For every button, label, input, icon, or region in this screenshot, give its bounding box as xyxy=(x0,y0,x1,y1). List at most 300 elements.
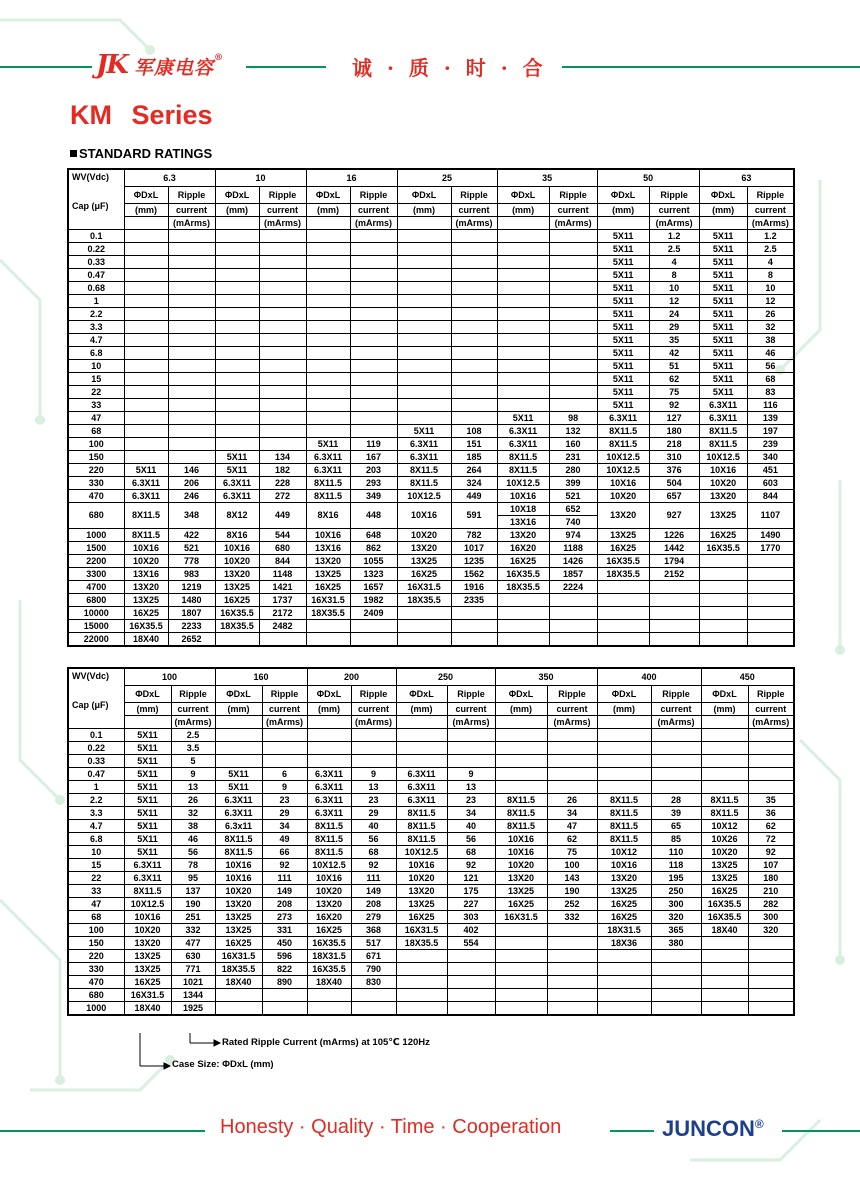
ripple-cell: 504 xyxy=(649,477,699,490)
case-size-cell: 6.3X11 xyxy=(396,781,447,794)
ripple-cell: 927 xyxy=(649,503,699,529)
ripple-cell: 46 xyxy=(171,833,215,846)
case-size-cell: 10X16 xyxy=(497,490,549,503)
case-size-cell: 18X31.5 xyxy=(597,924,651,937)
marms-header: (mArms) xyxy=(451,217,497,230)
case-size-cell: 13X25 xyxy=(495,885,547,898)
case-size-cell: 18X35.5 xyxy=(215,620,259,633)
case-size-cell: 6.3X11 xyxy=(699,399,747,412)
case-size-cell: 8X11.5 xyxy=(397,464,451,477)
ripple-cell: 38 xyxy=(171,820,215,833)
case-size-cell: 6.3X11 xyxy=(396,768,447,781)
ripple-header: Ripple xyxy=(549,187,597,204)
case-size-cell: 5X11 xyxy=(215,464,259,477)
ripple-cell: 310 xyxy=(649,451,699,464)
cap-cell: 0.22 xyxy=(68,243,124,256)
case-size-cell: 6.3x11 xyxy=(215,820,262,833)
cap-cell: 4700 xyxy=(68,581,124,594)
dxl-header: ΦDxL xyxy=(215,187,259,204)
case-size-cell: 16X25 xyxy=(397,568,451,581)
ripple-cell: 449 xyxy=(259,503,306,529)
case-size-cell: 5X11 xyxy=(215,781,262,794)
ripple-cell: 72 xyxy=(748,833,794,846)
case-size-cell: 5X11 xyxy=(597,308,649,321)
header-slogan: 诚 · 质 · 时 · 合 xyxy=(352,56,547,80)
ripple-cell: 68 xyxy=(747,373,794,386)
case-size-cell: 13X25 xyxy=(699,503,747,529)
ripple-cell: 890 xyxy=(262,976,307,989)
ripple-cell: 29 xyxy=(262,807,307,820)
mm-header: (mm) xyxy=(597,204,649,217)
ripple-cell: 28 xyxy=(651,794,701,807)
ripple-cell: 116 xyxy=(747,399,794,412)
cap-cell: 47 xyxy=(68,412,124,425)
case-size-cell: 18X35.5 xyxy=(397,594,451,607)
case-size-cell: 13X20 xyxy=(495,872,547,885)
ripple-header: Ripple xyxy=(259,187,306,204)
ripple-cell: 180 xyxy=(748,872,794,885)
case-size-cell: 13X25 xyxy=(701,859,748,872)
mm-header: (mm) xyxy=(124,703,171,716)
cap-cell: 1000 xyxy=(68,529,124,542)
case-size-cell: 6.3X11 xyxy=(397,451,451,464)
case-size-cell: 10X16 xyxy=(124,911,171,924)
section-title-text: STANDARD RATINGS xyxy=(79,146,213,161)
ripple-cell: 448 xyxy=(350,503,397,529)
mm-header: (mm) xyxy=(699,204,747,217)
ripple-cell: 197 xyxy=(747,425,794,438)
ripple-cell: 75 xyxy=(547,846,597,859)
ripple-cell: 1344 xyxy=(171,989,215,1002)
current-header: current xyxy=(447,703,495,716)
mm-header: (mm) xyxy=(396,703,447,716)
marms-header: (mArms) xyxy=(549,217,597,230)
dxl-header: ΦDxL xyxy=(701,686,748,703)
ripple-cell: 111 xyxy=(351,872,396,885)
ripple-cell: 185 xyxy=(451,451,497,464)
dxl-header: ΦDxL xyxy=(396,686,447,703)
ripple-header: Ripple xyxy=(262,686,307,703)
ripple-header: Ripple xyxy=(168,187,215,204)
ripple-cell: 1490 xyxy=(747,529,794,542)
cap-cell: 0.1 xyxy=(68,230,124,243)
case-size-cell: 13X25 xyxy=(215,911,262,924)
ripple-cell: 279 xyxy=(351,911,396,924)
case-size-cell: 13X25 xyxy=(597,885,651,898)
marms-header: (mArms) xyxy=(259,217,306,230)
ripple-cell: 34 xyxy=(547,807,597,820)
case-size-cell: 5X11 xyxy=(699,256,747,269)
cap-cell: 150 xyxy=(68,937,124,950)
logo-mark: JK xyxy=(96,50,127,80)
case-size-cell: 8X16 xyxy=(306,503,350,529)
case-size-cell: 16X31.5 xyxy=(215,950,262,963)
ripple-cell: 1426 xyxy=(549,555,597,568)
case-size-cell: 16X25 xyxy=(597,911,651,924)
ripple-cell: 2652 xyxy=(168,633,215,647)
case-size-cell: 5X11 xyxy=(124,755,171,768)
case-size-cell: 16X25 xyxy=(495,898,547,911)
ripple-cell: 376 xyxy=(649,464,699,477)
ripple-header: Ripple xyxy=(451,187,497,204)
dxl-header: ΦDxL xyxy=(397,187,451,204)
case-size-cell: 13X20 xyxy=(397,542,451,555)
ripple-cell: 39 xyxy=(651,807,701,820)
footer-rule-mid xyxy=(610,1130,654,1132)
case-size-cell: 5X11 xyxy=(597,230,649,243)
ripple-cell: 652 xyxy=(549,503,597,516)
case-size-cell: 10X16 xyxy=(215,872,262,885)
voltage-header: 63 xyxy=(699,169,794,187)
case-size-cell: 13X20 xyxy=(307,898,351,911)
ripple-cell: 180 xyxy=(649,425,699,438)
case-size-cell: 16X35.5 xyxy=(701,911,748,924)
ripple-cell: 56 xyxy=(747,360,794,373)
cap-cell: 3.3 xyxy=(68,321,124,334)
cap-cell: 0.47 xyxy=(68,269,124,282)
mm-header: (mm) xyxy=(306,204,350,217)
ripple-cell: 844 xyxy=(259,555,306,568)
case-size-cell: 5X11 xyxy=(597,256,649,269)
ripple-cell: 332 xyxy=(171,924,215,937)
ripple-cell: 12 xyxy=(747,295,794,308)
case-size-cell: 5X11 xyxy=(597,269,649,282)
dxl-header: ΦDxL xyxy=(306,187,350,204)
case-size-cell: 5X11 xyxy=(699,360,747,373)
case-size-cell: 5X11 xyxy=(597,243,649,256)
case-size-cell: 6.3X11 xyxy=(699,412,747,425)
ripple-cell: 2152 xyxy=(649,568,699,581)
ripple-cell: 68 xyxy=(447,846,495,859)
ripple-cell: 9 xyxy=(262,781,307,794)
cap-cell: 0.22 xyxy=(68,742,124,755)
case-size-cell: 5X11 xyxy=(699,308,747,321)
ripple-cell: 368 xyxy=(351,924,396,937)
ripple-cell: 521 xyxy=(168,542,215,555)
ripple-cell: 830 xyxy=(351,976,396,989)
case-size-cell: 10X12.5 xyxy=(497,477,549,490)
ripple-cell: 75 xyxy=(649,386,699,399)
current-header: current xyxy=(350,204,397,217)
ripple-cell: 2233 xyxy=(168,620,215,633)
case-size-cell: 16X31.5 xyxy=(397,581,451,594)
brand-registered: ® xyxy=(754,1117,764,1131)
ripple-cell: 1657 xyxy=(350,581,397,594)
ripple-cell: 2.5 xyxy=(171,729,215,742)
case-size-cell: 10X18 xyxy=(497,503,549,516)
ripple-cell: 167 xyxy=(350,451,397,464)
cap-cell: 0.33 xyxy=(68,755,124,768)
ripple-cell: 208 xyxy=(262,898,307,911)
case-size-cell: 10X20 xyxy=(307,885,351,898)
case-size-cell: 13X25 xyxy=(124,950,171,963)
case-size-cell: 10X16 xyxy=(307,872,351,885)
case-size-cell: 16X25 xyxy=(701,885,748,898)
ripple-cell: 1107 xyxy=(747,503,794,529)
ripple-cell: 4 xyxy=(747,256,794,269)
ripple-cell: 8 xyxy=(747,269,794,282)
case-size-cell: 5X11 xyxy=(215,768,262,781)
case-size-cell: 6.3X11 xyxy=(124,859,171,872)
case-size-cell: 13X16 xyxy=(306,542,350,555)
case-size-cell: 6.3X11 xyxy=(306,464,350,477)
ripple-cell: 300 xyxy=(748,911,794,924)
case-size-cell: 5X11 xyxy=(497,412,549,425)
marms-header: (mArms) xyxy=(351,716,396,729)
cap-cell: 33 xyxy=(68,885,124,898)
case-size-cell: 10X16 xyxy=(397,503,451,529)
ripple-cell: 591 xyxy=(451,503,497,529)
ripple-cell: 132 xyxy=(549,425,597,438)
ripple-cell: 1421 xyxy=(259,581,306,594)
ripple-cell: 1857 xyxy=(549,568,597,581)
ripple-cell: 251 xyxy=(171,911,215,924)
case-size-cell: 18X31.5 xyxy=(307,950,351,963)
case-size-cell: 16X25 xyxy=(124,607,168,620)
case-size-cell: 10X16 xyxy=(597,859,651,872)
case-size-cell: 5X11 xyxy=(124,729,171,742)
cap-cell: 15000 xyxy=(68,620,124,633)
case-size-cell: 13X25 xyxy=(597,529,649,542)
ripple-cell: 208 xyxy=(351,898,396,911)
mm-header: (mm) xyxy=(215,204,259,217)
ripple-cell: 974 xyxy=(549,529,597,542)
case-size-cell: 10X12.5 xyxy=(397,490,451,503)
case-size-cell: 6.3X11 xyxy=(307,794,351,807)
cap-cell: 100 xyxy=(68,438,124,451)
case-size-cell: 10X20 xyxy=(495,859,547,872)
ripple-cell: 13 xyxy=(447,781,495,794)
cap-cell: 220 xyxy=(68,950,124,963)
ripple-cell: 1807 xyxy=(168,607,215,620)
cap-cell: 150 xyxy=(68,451,124,464)
ripple-cell: 790 xyxy=(351,963,396,976)
ripple-cell: 92 xyxy=(351,859,396,872)
case-size-cell: 8X11.5 xyxy=(396,833,447,846)
ripple-cell: 1148 xyxy=(259,568,306,581)
ripple-cell: 1562 xyxy=(451,568,497,581)
ripple-cell: 320 xyxy=(748,924,794,937)
current-header: current xyxy=(651,703,701,716)
dxl-header: ΦDxL xyxy=(307,686,351,703)
case-size-cell: 10X20 xyxy=(397,529,451,542)
cap-cell: 0.33 xyxy=(68,256,124,269)
cap-cell: 15 xyxy=(68,373,124,386)
case-size-cell: 6.3X11 xyxy=(124,477,168,490)
ripple-header: Ripple xyxy=(447,686,495,703)
case-size-cell: 16X25 xyxy=(497,555,549,568)
ripple-cell: 26 xyxy=(747,308,794,321)
cap-cell: 100 xyxy=(68,924,124,937)
ripple-cell: 40 xyxy=(447,820,495,833)
case-size-cell: 13X20 xyxy=(597,872,651,885)
case-size-cell: 10X12.5 xyxy=(396,846,447,859)
current-header: current xyxy=(747,204,794,217)
ripple-cell: 1770 xyxy=(747,542,794,555)
ripple-header: Ripple xyxy=(171,686,215,703)
case-size-cell: 10X12.5 xyxy=(124,898,171,911)
case-size-cell: 13X25 xyxy=(215,581,259,594)
ripple-cell: 182 xyxy=(259,464,306,477)
case-size-cell: 8X11.5 xyxy=(124,503,168,529)
ripple-cell: 78 xyxy=(171,859,215,872)
case-size-cell: 10X12.5 xyxy=(597,451,649,464)
ripple-cell: 1916 xyxy=(451,581,497,594)
voltage-header: 16 xyxy=(306,169,397,187)
case-size-cell: 8X11.5 xyxy=(124,529,168,542)
case-size-cell: 16X25 xyxy=(597,542,649,555)
mm-header: (mm) xyxy=(495,703,547,716)
ripple-cell: 210 xyxy=(748,885,794,898)
ripple-cell: 206 xyxy=(168,477,215,490)
case-size-cell: 6.3X11 xyxy=(215,794,262,807)
ripple-cell: 554 xyxy=(447,937,495,950)
case-size-cell: 18X40 xyxy=(124,1002,171,1016)
page-footer xyxy=(0,1110,860,1150)
case-size-cell: 10X12 xyxy=(597,846,651,859)
case-size-cell: 13X25 xyxy=(701,872,748,885)
ripple-cell: 5 xyxy=(171,755,215,768)
case-size-cell: 5X11 xyxy=(597,360,649,373)
case-size-cell: 8X11.5 xyxy=(215,846,262,859)
marms-header: (mArms) xyxy=(649,217,699,230)
ripple-note: Rated Ripple Current (mArms) at 105℃ 120Hz xyxy=(222,1037,430,1048)
ripple-cell: 349 xyxy=(350,490,397,503)
case-size-cell: 5X11 xyxy=(699,334,747,347)
cap-cell: 10 xyxy=(68,846,124,859)
ripple-cell: 1235 xyxy=(451,555,497,568)
ripple-cell: 65 xyxy=(651,820,701,833)
ripple-cell: 680 xyxy=(259,542,306,555)
cap-label: Cap (μF) xyxy=(72,700,109,710)
cap-cell: 1 xyxy=(68,295,124,308)
case-size-cell: 13X25 xyxy=(124,594,168,607)
voltage-header: 25 xyxy=(397,169,497,187)
case-size-cell: 8X12 xyxy=(215,503,259,529)
cap-cell: 470 xyxy=(68,490,124,503)
current-header: current xyxy=(168,204,215,217)
cap-cell: 1 xyxy=(68,781,124,794)
ripple-cell: 671 xyxy=(351,950,396,963)
ripple-cell: 218 xyxy=(649,438,699,451)
ripple-cell: 771 xyxy=(171,963,215,976)
ripple-cell: 32 xyxy=(171,807,215,820)
case-size-cell: 5X11 xyxy=(124,794,171,807)
case-size-cell: 5X11 xyxy=(597,386,649,399)
ripple-cell: 1226 xyxy=(649,529,699,542)
case-size-cell: 5X11 xyxy=(597,295,649,308)
case-size-cell: 10X16 xyxy=(699,464,747,477)
case-size-cell: 13X20 xyxy=(215,898,262,911)
case-size-cell: 10X20 xyxy=(215,555,259,568)
ripple-cell: 9 xyxy=(171,768,215,781)
ripple-cell: 175 xyxy=(447,885,495,898)
ripple-cell: 56 xyxy=(351,833,396,846)
ripple-cell: 68 xyxy=(351,846,396,859)
ripple-cell: 320 xyxy=(651,911,701,924)
case-size-cell: 10X20 xyxy=(124,555,168,568)
ripple-cell: 62 xyxy=(748,820,794,833)
ripple-cell: 107 xyxy=(748,859,794,872)
current-header: current xyxy=(259,204,306,217)
ripple-cell: 139 xyxy=(747,412,794,425)
case-size-cell: 5X11 xyxy=(124,742,171,755)
case-size-cell: 16X35.5 xyxy=(701,898,748,911)
case-size-cell: 13X25 xyxy=(215,924,262,937)
case-size-cell: 10X12 xyxy=(701,820,748,833)
ripple-cell: 1480 xyxy=(168,594,215,607)
cap-cell: 0.47 xyxy=(68,768,124,781)
case-size-cell: 6.3X11 xyxy=(215,490,259,503)
case-size-cell: 8X11.5 xyxy=(699,425,747,438)
case-size-cell: 18X35.5 xyxy=(597,568,649,581)
ripple-cell: 1737 xyxy=(259,594,306,607)
case-size-cell: 16X25 xyxy=(396,911,447,924)
mm-header: (mm) xyxy=(397,204,451,217)
ripple-cell: 450 xyxy=(262,937,307,950)
case-size-cell: 18X40 xyxy=(215,976,262,989)
cap-cell: 68 xyxy=(68,911,124,924)
dxl-header: ΦDxL xyxy=(597,686,651,703)
voltage-header: 400 xyxy=(597,668,701,686)
ripple-cell: 92 xyxy=(262,859,307,872)
ripple-cell: 23 xyxy=(351,794,396,807)
cap-cell: 68 xyxy=(68,425,124,438)
case-size-cell: 8X11.5 xyxy=(597,820,651,833)
case-size-cell: 8X11.5 xyxy=(597,833,651,846)
case-size-cell: 8X11.5 xyxy=(396,820,447,833)
case-size-cell: 5X11 xyxy=(124,464,168,477)
dxl-header: ΦDxL xyxy=(124,187,168,204)
case-size-cell: 10X16 xyxy=(597,477,649,490)
ripple-cell: 293 xyxy=(350,477,397,490)
ripple-cell: 149 xyxy=(351,885,396,898)
ripple-cell: 596 xyxy=(262,950,307,963)
voltage-header: 200 xyxy=(307,668,396,686)
case-size-cell: 16X20 xyxy=(307,911,351,924)
case-size-cell: 18X35.5 xyxy=(215,963,262,976)
ripple-cell: 2409 xyxy=(350,607,397,620)
ripple-cell: 146 xyxy=(168,464,215,477)
ripple-cell: 56 xyxy=(447,833,495,846)
ripple-cell: 42 xyxy=(649,347,699,360)
ripple-cell: 517 xyxy=(351,937,396,950)
case-size-cell: 18X36 xyxy=(597,937,651,950)
case-size-cell: 8X11.5 xyxy=(699,438,747,451)
ripple-cell: 2335 xyxy=(451,594,497,607)
case-size-cell: 8X11.5 xyxy=(497,464,549,477)
marms-header: (mArms) xyxy=(171,716,215,729)
ripple-cell: 111 xyxy=(262,872,307,885)
ripple-cell: 4 xyxy=(649,256,699,269)
case-size-cell: 13X16 xyxy=(497,516,549,529)
ripple-cell: 348 xyxy=(168,503,215,529)
case-size-cell: 13X25 xyxy=(396,898,447,911)
mm-header: (mm) xyxy=(124,204,168,217)
footer-rule-right xyxy=(782,1130,860,1132)
ripple-cell: 521 xyxy=(549,490,597,503)
ripple-cell: 1.2 xyxy=(747,230,794,243)
current-header: current xyxy=(451,204,497,217)
current-header: current xyxy=(748,703,794,716)
case-size-cell: 8X11.5 xyxy=(306,477,350,490)
cap-cell: 22 xyxy=(68,386,124,399)
case-size-cell: 8X11.5 xyxy=(497,451,549,464)
case-size-cell: 16X35.5 xyxy=(497,568,549,581)
dxl-header: ΦDxL xyxy=(124,686,171,703)
case-size-cell: 8X11.5 xyxy=(397,477,451,490)
cap-cell: 4.7 xyxy=(68,334,124,347)
